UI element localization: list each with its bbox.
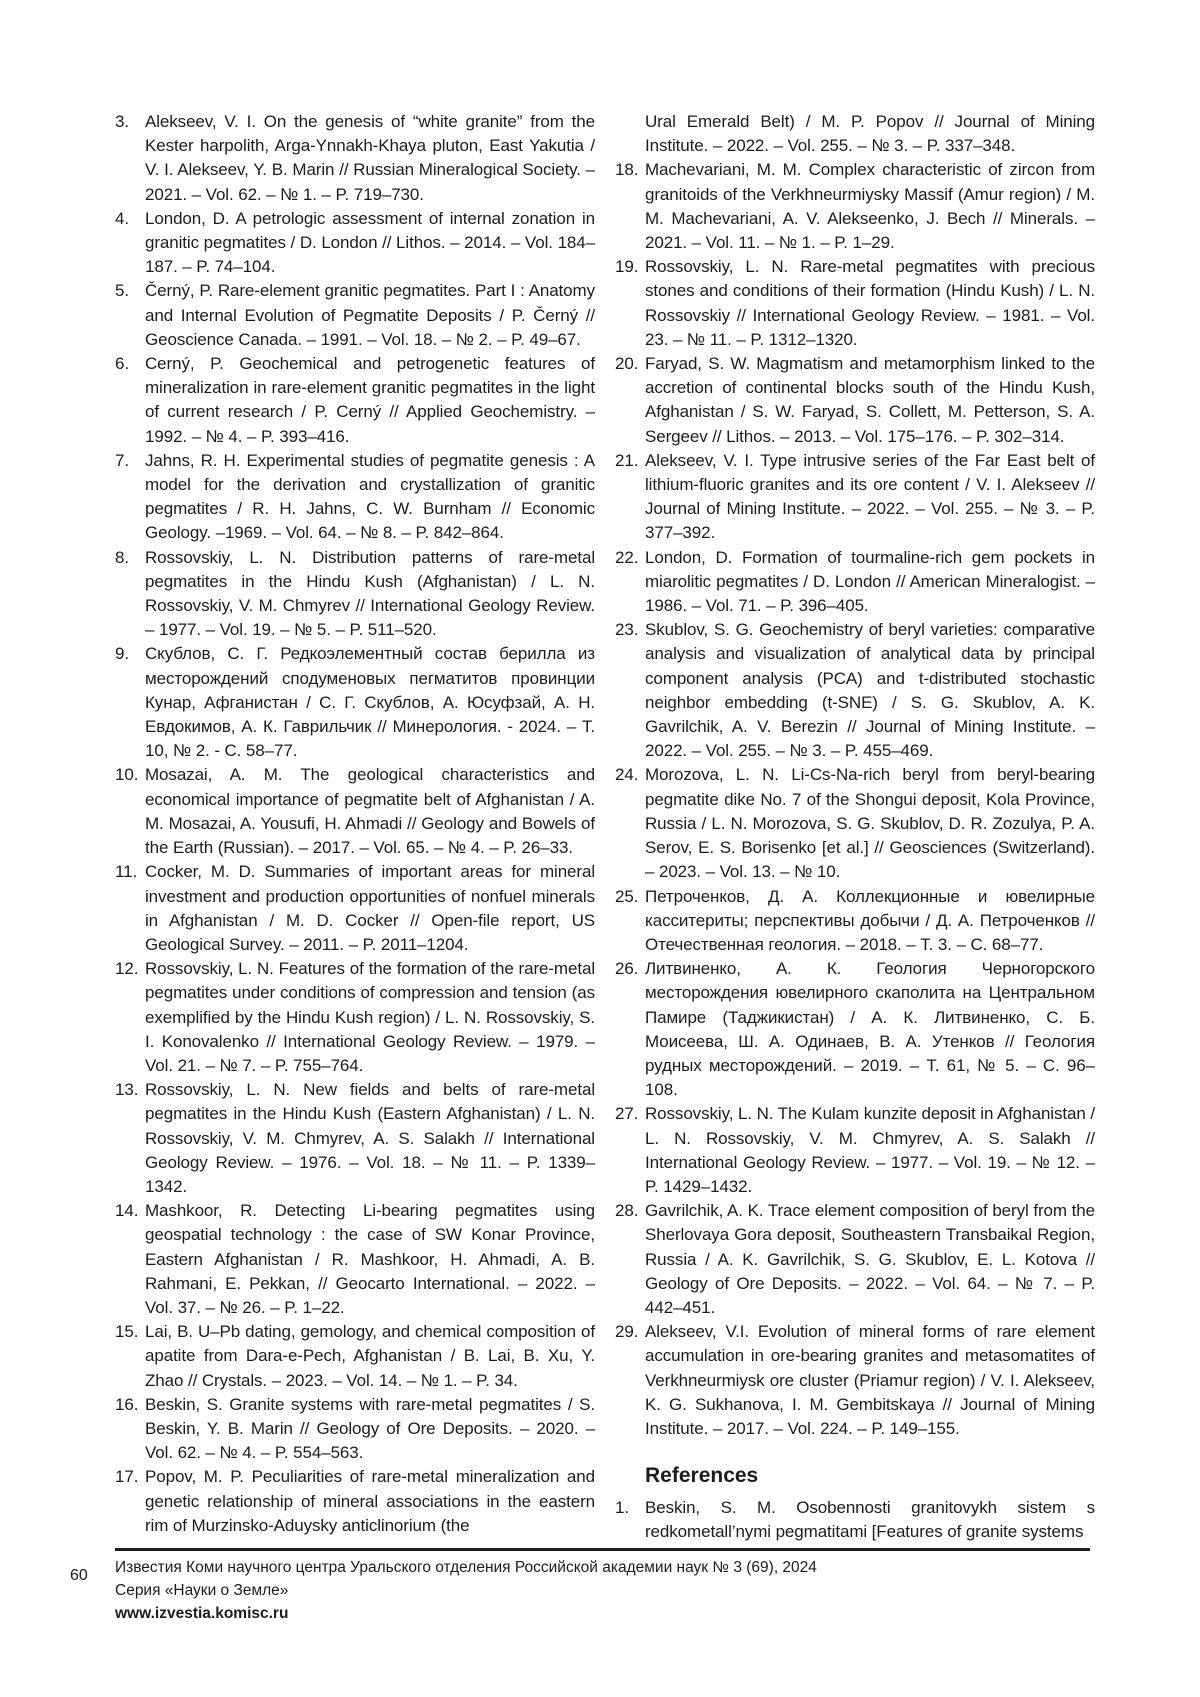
reference-item xyxy=(115,207,595,280)
reference-text: Alekseev, V. I. Type intrusive series of the Far East belt of lithium-fluoric granites and its ore content / V. I. Alekseev // Journal of Mining Institute. – 2022. – Vol. 255. – № 3. – P. 377–392. xyxy=(645,450,1095,543)
reference-item xyxy=(115,1393,595,1466)
journal-series: Серия «Науки о Земле» xyxy=(115,1582,289,1599)
reference-item xyxy=(615,449,1095,546)
reference-text: London, D. A petrologic assessment of internal zonation in granitic pegmatites / D. London // Lithos. – 2014. – Vol. 184–187. – P. 74–104. xyxy=(145,208,595,277)
reference-number: 1. xyxy=(615,1498,629,1518)
reference-number: 19. xyxy=(615,257,639,277)
reference-number: 15. xyxy=(115,1322,139,1342)
reference-text: Jahns, R. H. Experimental studies of pegmatite genesis : A model for the derivation and crystallization of granitic pegmatites / R. H. Jahns, C. W. Burnham // Economic Geology. –1969. – Vol. 64. – № 8. – P. 842–864. xyxy=(145,450,595,543)
reference-number: 16. xyxy=(115,1394,139,1414)
reference-item xyxy=(115,957,595,1078)
reference-text: Beskin, S. M. Osobennosti granitovykh sistem s redkometall’nymi pegmatitami [Features of granite systems xyxy=(645,1498,1095,1542)
left-column xyxy=(115,110,595,1538)
reference-number: 12. xyxy=(115,959,139,979)
reference-number: 4. xyxy=(115,208,129,228)
reference-item xyxy=(115,1465,595,1538)
reference-text: Mosazai, A. M. The geological characteristics and economical importance of pegmatite belt of Afghanistan / A. M. Mosazai, A. Yousufi, H. Ahmadi // Geology and Bowels of the Earth (Russian). – 2017. – Vol. 65. – № 4. – P. 26–33. xyxy=(145,765,595,858)
reference-number: 6. xyxy=(115,354,129,374)
reference-text: Литвиненко, А. К. Геология Черногорского месторождения ювелирного скаполита на Центральном Памире (Таджикистан) / А. К. Литвиненко, С. Б. Моисеева, Ш. А. Одинаев, В. А. Утенков // Геология рудных месторождений. – 2019. – Т. 61, № 5. – С. 96–108. xyxy=(645,959,1095,1100)
reference-text: Machevariani, M. M. Complex characteristic of zircon from granitoids of the Verkhneurmiysky Massif (Amur region) / M. M. Machevariani, A. V. Alekseenko, J. Bech // Minerals. – 2021. – Vol. 11. – № 1. – P. 1–29. xyxy=(645,160,1095,253)
reference-text: Popov, M. P. Peculiarities of rare-metal mineralization and genetic relationship of mineral associations in the eastern rim of Murzinsko-Aduysky anticlinorium (the xyxy=(145,1467,595,1535)
reference-text: Петроченков, Д. А. Коллекционные и ювелирные касситериты; перспективы добычи / Д. А. Петроченков // Отечественная геология. – 2018. – Т. 3. – С. 68–77. xyxy=(645,886,1095,954)
reference-text: Gavrilchik, A. K. Trace element composition of beryl from the Sherlovaya Gora deposit, Southeastern Transbaikal Region, Russia / A. K. Gavrilchik, S. G. Skublov, E. L. Kotova // Geology of Ore Deposits. – 2022. – Vol. 64. – № 7. – P. 442–451. xyxy=(645,1201,1095,1317)
reference-text: Alekseev, V.I. Evolution of mineral forms of rare element accumulation in ore-bearing granites and metasomatites of Verkhneurmiysk ore cluster (Priamur region) / V. I. Alekseev, K. G. Sukhanova, I. M. Gembitskaya // Journal of Mining Institute. – 2017. – Vol. 224. – P. 149–155. xyxy=(645,1322,1095,1438)
reference-text: Rossovskiy, L. N. Features of the formation of the rare-metal pegmatites under conditions of compression and tension (as exemplified by the Hindu Kush region) / L. N. Rossovskiy, S. I. Konovalenko // International Geology Review. – 1979. – Vol. 21. – № 7. – P. 755–764. xyxy=(145,959,595,1075)
journal-title: Известия Коми научного центра Уральского отделения Российской академии наук № 3 (69), 2024 xyxy=(115,1559,817,1576)
right-column xyxy=(615,110,1095,1545)
reference-item xyxy=(615,763,1095,884)
reference-text: Alekseev, V. I. On the genesis of “white granite” from the Kester harpolith, Arga-Ynnakh-Khaya pluton, East Yakutia / V. I. Alekseev, Y. B. Marin // Russian Mineralogical Society. – 2021. – Vol. 62. – № 1. – P. 719–730. xyxy=(145,112,595,204)
reference-text: Cocker, M. D. Summaries of important areas for mineral investment and production opportunities of nonfuel minerals in Afghanistan / M. D. Cocker // Open-file report, US Geological Survey. – 2011. – P. 2011–1204. xyxy=(145,862,595,954)
reference-number: 18. xyxy=(615,160,639,180)
reference-item xyxy=(615,618,1095,763)
reference-number: 26. xyxy=(615,959,639,979)
footer xyxy=(115,1556,817,1625)
reference-item xyxy=(115,1199,595,1320)
reference-text: Rossovskiy, L. N. Distribution patterns of rare-metal pegmatites in the Hindu Kush (Afghanistan) / L. N. Rossovskiy, V. M. Chmyrev // International Geology Review. – 1977. – Vol. 19. – № 5. – P. 511–520. xyxy=(145,547,595,640)
reference-number: 17. xyxy=(115,1467,139,1487)
reference-item xyxy=(115,110,595,207)
reference-text: Rossovskiy, L. N. The Kulam kunzite deposit in Afghanistan / L. N. Rossovskiy, V. M. Chmyrev, A. S. Salakh // International Geology Review. – 1977. – Vol. 19. – № 12. – P. 1429–1432. xyxy=(645,1104,1095,1196)
reference-number: 3. xyxy=(115,112,129,131)
reference-text: Rossovskiy, L. N. Rare-metal pegmatites with precious stones and conditions of their formation (Hindu Kush) / L. N. Rossovskiy // International Geology Review. – 1981. – Vol. 23. – № 11. – P. 1312–1320. xyxy=(645,257,1095,349)
reference-number: 21. xyxy=(615,450,639,470)
reference-item xyxy=(115,279,595,352)
page-number: 60 xyxy=(70,1567,88,1584)
reference-item xyxy=(115,1320,595,1393)
reference-item xyxy=(615,957,1095,1102)
reference-text: London, D. Formation of tourmaline-rich gem pockets in miarolitic pegmatites / D. London // American Mineralogist. – 1986. – Vol. 71. – P. 396–405. xyxy=(645,547,1095,616)
references-list xyxy=(615,1496,1095,1544)
reference-number: 7. xyxy=(115,450,129,470)
reference-item xyxy=(615,546,1095,619)
reference-number: 23. xyxy=(615,620,639,640)
reference-list xyxy=(115,110,595,1538)
reference-number: 20. xyxy=(615,354,639,374)
references-heading: References xyxy=(645,1464,759,1488)
reference-item xyxy=(615,885,1095,958)
reference-item xyxy=(115,546,595,643)
reference-text: Beskin, S. Granite systems with rare-metal pegmatites / S. Beskin, Y. B. Marin // Geology of Ore Deposits. – 2020. – Vol. 62. – № 4. – P. 554–563. xyxy=(145,1394,595,1463)
reference-number: 14. xyxy=(115,1201,139,1221)
reference-text: Cerný, P. Geochemical and petrogenetic features of mineralization in rare-element granitic pegmatites in the light of current research / P. Cerný // Applied Geochemistry. – 1992. – № 4. – P. 393–416. xyxy=(145,354,595,446)
reference-text: Скублов, С. Г. Редкоэлементный состав берилла из месторождений сподуменовых пегматитов провинции Кунар, Афганистан / С. Г. Скублов, А. Юсуфзай, А. Н. Евдокимов, А. К. Гаврильчик // Минерология. - 2024. – Т. 10, № 2. - С. 58–77. xyxy=(145,644,595,761)
reference-item xyxy=(115,352,595,449)
reference-number: 24. xyxy=(615,765,639,785)
reference-item xyxy=(615,352,1095,449)
reference-list xyxy=(615,158,1095,1441)
reference-item xyxy=(615,1496,1095,1544)
reference-item xyxy=(115,860,595,957)
reference-number: 11. xyxy=(115,862,138,882)
reference-text: Morozova, L. N. Li-Cs-Na-rich beryl from beryl-bearing pegmatite dike No. 7 of the Shongui deposit, Kola Province, Russia / L. N. Morozova, S. G. Skublov, D. R. Zozulya, P. A. Serov, E. S. Borisenko [et al.] // Geosciences (Switzerland). – 2023. – Vol. 13. – № 10. xyxy=(645,765,1095,882)
reference-number: 27. xyxy=(615,1104,639,1124)
reference-text: Ural Emerald Belt) / M. P. Popov // Journal of Mining Institute. – 2022. – Vol. 255. – № 3. – P. 337–348. xyxy=(645,112,1095,156)
reference-number: 22. xyxy=(615,547,639,567)
reference-text: Lai, B. U–Pb dating, gemology, and chemical composition of apatite from Dara-e-Pech, Afghanistan / B. Lai, B. Xu, Y. Zhao // Crystals. – 2023. – Vol. 14. – № 1. – P. 34. xyxy=(145,1322,595,1390)
reference-number: 28. xyxy=(615,1201,639,1221)
reference-continuation xyxy=(615,110,1095,158)
reference-item xyxy=(115,763,595,860)
reference-number: 25. xyxy=(615,886,639,906)
reference-number: 8. xyxy=(115,547,129,567)
reference-number: 29. xyxy=(615,1322,639,1342)
reference-number: 13. xyxy=(115,1080,139,1100)
reference-item xyxy=(615,255,1095,352)
reference-text: Rossovskiy, L. N. New fields and belts of rare-metal pegmatites in the Hindu Kush (Eastern Afghanistan) / L. N. Rossovskiy, V. M. Chmyrev, A. S. Salakh // International Geology Review. – 1976. – Vol. 18. – № 11. – P. 1339–1342. xyxy=(145,1080,595,1196)
reference-item xyxy=(615,1320,1095,1441)
journal-url[interactable]: www.izvestia.komisc.ru xyxy=(115,1605,289,1622)
reference-text: Černý, P. Rare-element granitic pegmatites. Part I : Anatomy and Internal Evolution of Pegmatite Deposits / P. Černý // Geoscience Canada. – 1991. – Vol. 18. – № 2. – P. 49–67. xyxy=(145,281,595,349)
reference-number: 5. xyxy=(115,281,129,301)
reference-item xyxy=(115,1078,595,1199)
reference-text: Skublov, S. G. Geochemistry of beryl varieties: comparative analysis and visualization of analytical data by principal component analysis (PCA) and t-distributed stochastic neighbor embedding (t-SNE) / S. G. Skublov, A. K. Gavrilchik, A. V. Berezin // Journal of Mining Institute. – 2022. – Vol. 255. – № 3. – P. 455–469. xyxy=(645,620,1095,761)
reference-item xyxy=(115,642,595,763)
reference-item xyxy=(615,1102,1095,1199)
reference-text: Faryad, S. W. Magmatism and metamorphism linked to the accretion of continental blocks south of the Hindu Kush, Afghanistan / S. W. Faryad, S. Collett, M. Petterson, S. A. Sergeev // Lithos. – 2013. – Vol. 175–176. – P. 302–314. xyxy=(645,354,1095,446)
reference-text: Mashkoor, R. Detecting Li-bearing pegmatites using geospatial technology : the case of SW Konar Province, Eastern Afghanistan / R. Mashkoor, H. Ahmadi, A. B. Rahmani, E. Pekkan, // Geocarto International. – 2022. – Vol. 37. – № 26. – P. 1–22. xyxy=(145,1201,595,1317)
reference-item xyxy=(615,1199,1095,1320)
reference-item xyxy=(615,158,1095,255)
reference-number: 9. xyxy=(115,644,129,664)
reference-item xyxy=(115,449,595,546)
footer-divider xyxy=(115,1548,1090,1551)
reference-number: 10. xyxy=(115,765,139,785)
